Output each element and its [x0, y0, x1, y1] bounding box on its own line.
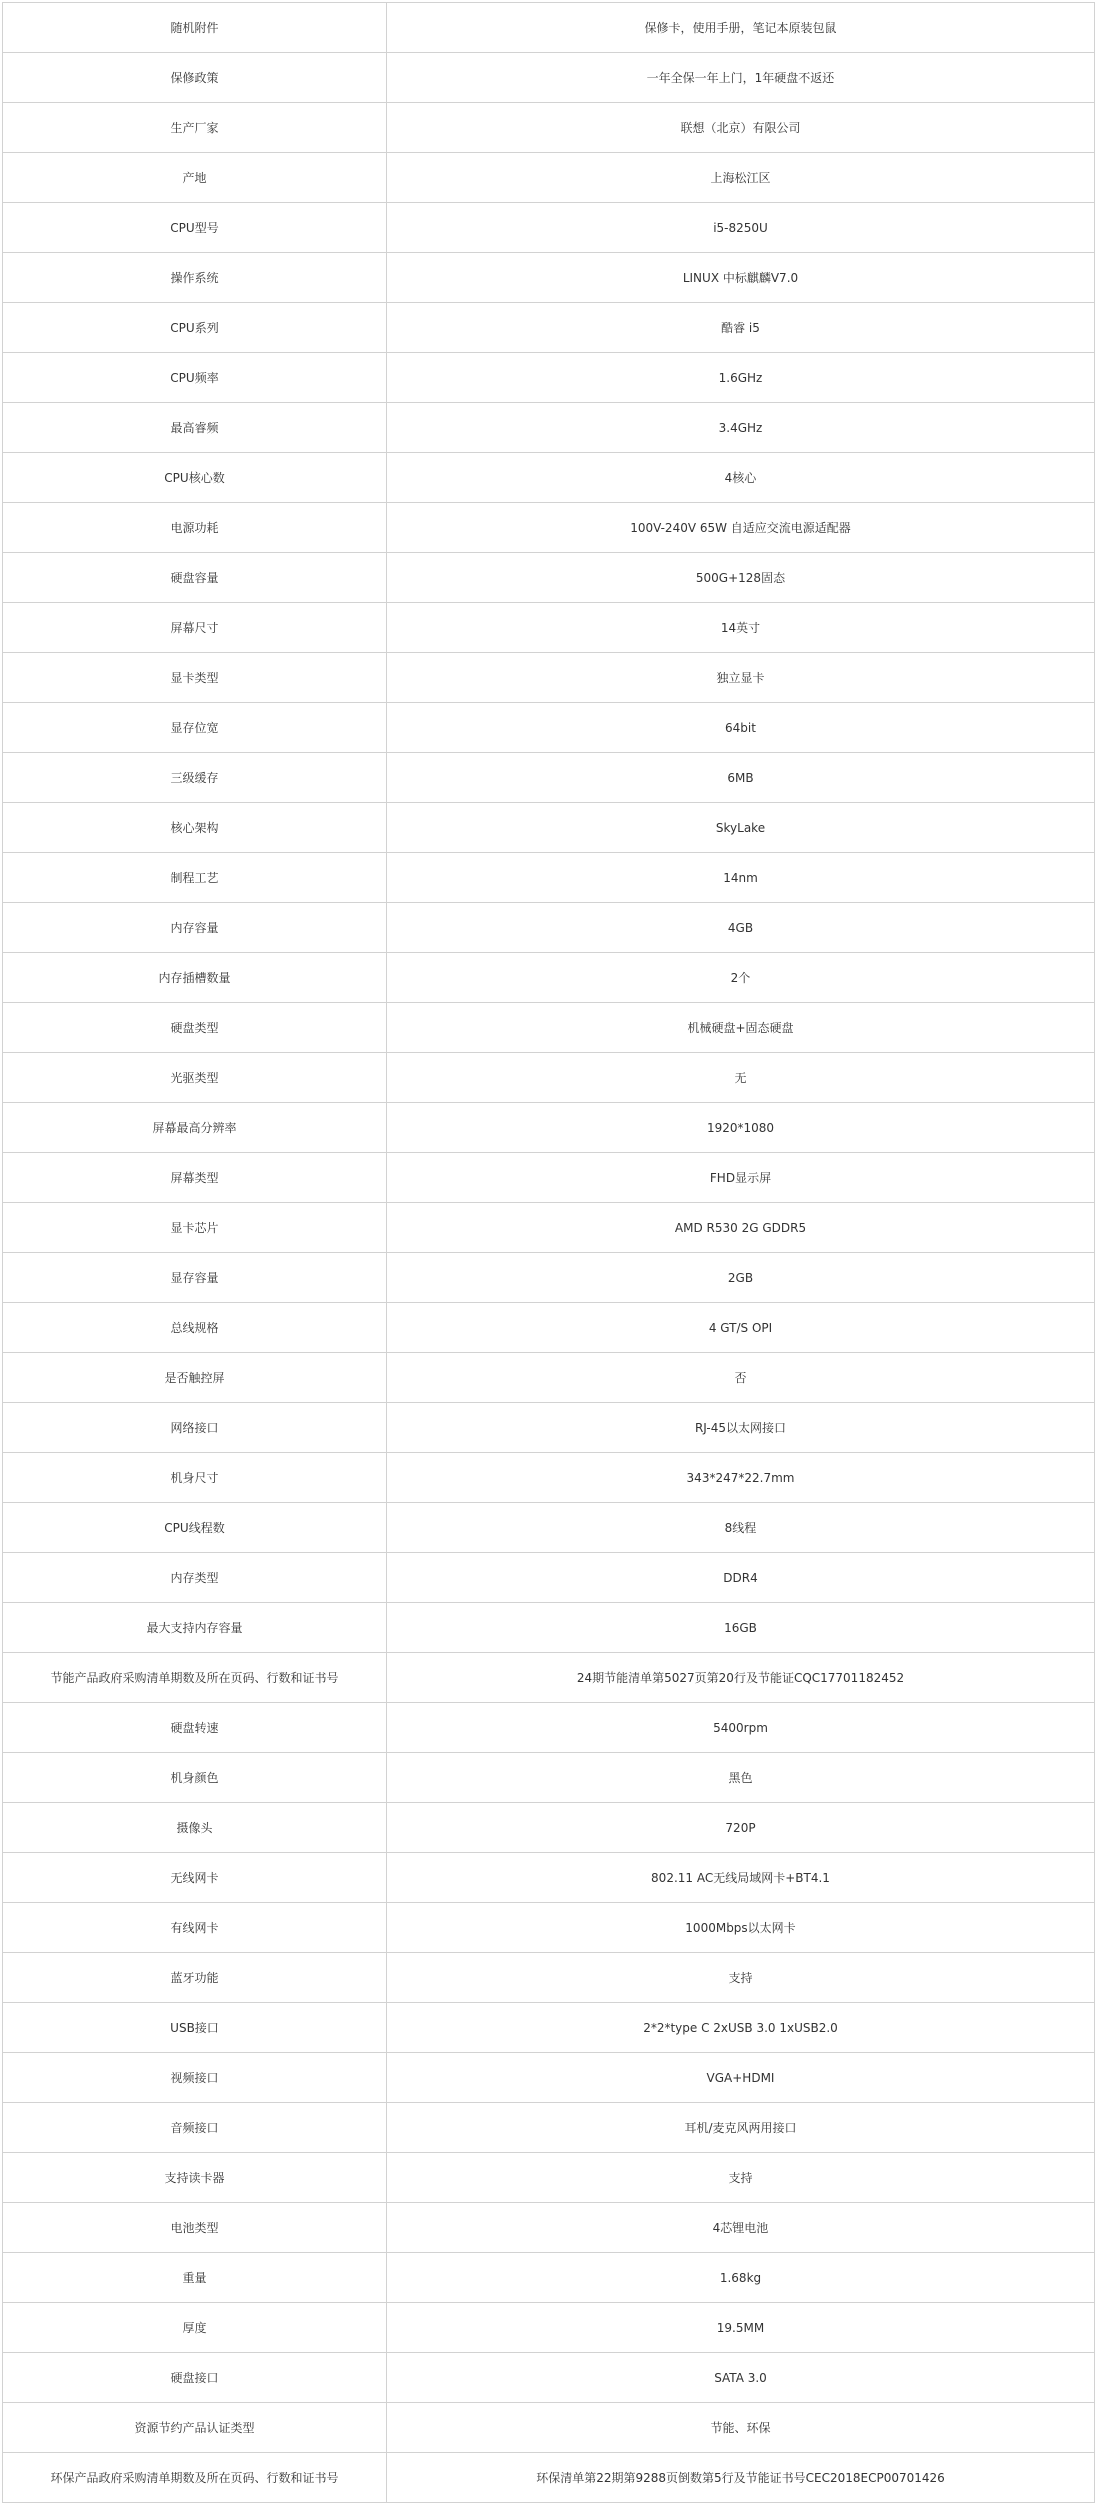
spec-row [3, 2153, 1095, 2203]
spec-value: 支持 [387, 1953, 1095, 2003]
spec-value: LINUX 中标麒麟V7.0 [387, 253, 1095, 303]
spec-row [3, 303, 1095, 353]
spec-row [3, 1353, 1095, 1403]
spec-value: 1920*1080 [387, 1103, 1095, 1153]
spec-label: 屏幕尺寸 [3, 603, 387, 653]
spec-row [3, 203, 1095, 253]
spec-row [3, 1653, 1095, 1703]
spec-value: 19.5MM [387, 2303, 1095, 2353]
spec-row [3, 2253, 1095, 2303]
spec-label: 节能产品政府采购清单期数及所在页码、行数和证书号 [3, 1653, 387, 1703]
spec-label: 环保产品政府采购清单期数及所在页码、行数和证书号 [3, 2453, 387, 2503]
spec-table-body [3, 3, 1095, 2503]
spec-value: 联想（北京）有限公司 [387, 103, 1095, 153]
spec-value: 14nm [387, 853, 1095, 903]
spec-row [3, 1503, 1095, 1553]
spec-row [3, 453, 1095, 503]
spec-label: 硬盘转速 [3, 1703, 387, 1753]
spec-row [3, 253, 1095, 303]
spec-label: 厚度 [3, 2303, 387, 2353]
spec-value: 343*247*22.7mm [387, 1453, 1095, 1503]
spec-label: 是否触控屏 [3, 1353, 387, 1403]
spec-value: 100V-240V 65W 自适应交流电源适配器 [387, 503, 1095, 553]
spec-value: 4 GT/S OPI [387, 1303, 1095, 1353]
spec-value: 环保清单第22期第9288页倒数第5行及节能证书号CEC2018ECP00701426 [387, 2453, 1095, 2503]
spec-label: 硬盘类型 [3, 1003, 387, 1053]
spec-row [3, 1053, 1095, 1103]
spec-row [3, 703, 1095, 753]
spec-label: 随机附件 [3, 3, 387, 53]
spec-row [3, 153, 1095, 203]
spec-label: 硬盘容量 [3, 553, 387, 603]
spec-label: 三级缓存 [3, 753, 387, 803]
spec-value: 24期节能清单第5027页第20行及节能证CQC17701182452 [387, 1653, 1095, 1703]
spec-value: 1.6GHz [387, 353, 1095, 403]
spec-value: 一年全保一年上门，1年硬盘不返还 [387, 53, 1095, 103]
spec-value: FHD显示屏 [387, 1153, 1095, 1203]
spec-label: CPU频率 [3, 353, 387, 403]
spec-value: 耳机/麦克风两用接口 [387, 2103, 1095, 2153]
spec-label: USB接口 [3, 2003, 387, 2053]
spec-row [3, 1003, 1095, 1053]
spec-label: 音频接口 [3, 2103, 387, 2153]
spec-label: 最高睿频 [3, 403, 387, 453]
spec-row [3, 1253, 1095, 1303]
spec-label: 支持读卡器 [3, 2153, 387, 2203]
spec-row [3, 803, 1095, 853]
spec-value: SkyLake [387, 803, 1095, 853]
spec-row [3, 1803, 1095, 1853]
spec-value: 支持 [387, 2153, 1095, 2203]
spec-value: 16GB [387, 1603, 1095, 1653]
spec-label: 核心架构 [3, 803, 387, 853]
spec-value: 2*2*type C 2xUSB 3.0 1xUSB2.0 [387, 2003, 1095, 2053]
spec-label: 光驱类型 [3, 1053, 387, 1103]
spec-row [3, 2453, 1095, 2503]
spec-row [3, 503, 1095, 553]
spec-label: 无线网卡 [3, 1853, 387, 1903]
spec-label: 内存插槽数量 [3, 953, 387, 1003]
spec-row [3, 1603, 1095, 1653]
spec-label: 蓝牙功能 [3, 1953, 387, 2003]
spec-label: CPU线程数 [3, 1503, 387, 1553]
spec-value: 节能、环保 [387, 2403, 1095, 2453]
spec-label: CPU系列 [3, 303, 387, 353]
spec-row [3, 53, 1095, 103]
spec-row [3, 903, 1095, 953]
spec-label: CPU核心数 [3, 453, 387, 503]
spec-table [2, 2, 1095, 2503]
spec-label: 机身颜色 [3, 1753, 387, 1803]
spec-label: 生产厂家 [3, 103, 387, 153]
spec-value: 独立显卡 [387, 653, 1095, 703]
spec-value: SATA 3.0 [387, 2353, 1095, 2403]
spec-label: 操作系统 [3, 253, 387, 303]
spec-value: VGA+HDMI [387, 2053, 1095, 2103]
spec-row [3, 2053, 1095, 2103]
spec-label: 重量 [3, 2253, 387, 2303]
spec-label: 电池类型 [3, 2203, 387, 2253]
spec-label: 屏幕最高分辨率 [3, 1103, 387, 1153]
spec-row [3, 2403, 1095, 2453]
spec-label: 总线规格 [3, 1303, 387, 1353]
spec-value: 保修卡，使用手册，笔记本原装包鼠 [387, 3, 1095, 53]
spec-row [3, 103, 1095, 153]
spec-row [3, 1703, 1095, 1753]
spec-label: 产地 [3, 153, 387, 203]
spec-row [3, 1553, 1095, 1603]
spec-value: 机械硬盘+固态硬盘 [387, 1003, 1095, 1053]
spec-value: 500G+128固态 [387, 553, 1095, 603]
spec-value: 否 [387, 1353, 1095, 1403]
spec-label: 显存位宽 [3, 703, 387, 753]
spec-row [3, 953, 1095, 1003]
spec-row [3, 1103, 1095, 1153]
spec-value: 3.4GHz [387, 403, 1095, 453]
spec-row [3, 2303, 1095, 2353]
spec-label: 显卡类型 [3, 653, 387, 703]
spec-value: 黑色 [387, 1753, 1095, 1803]
spec-value: 14英寸 [387, 603, 1095, 653]
spec-label: 制程工艺 [3, 853, 387, 903]
spec-label: CPU型号 [3, 203, 387, 253]
spec-value: 4核心 [387, 453, 1095, 503]
spec-value: 酷睿 i5 [387, 303, 1095, 353]
spec-row [3, 653, 1095, 703]
spec-label: 保修政策 [3, 53, 387, 103]
spec-label: 最大支持内存容量 [3, 1603, 387, 1653]
spec-label: 机身尺寸 [3, 1453, 387, 1503]
spec-value: RJ-45以太网接口 [387, 1403, 1095, 1453]
spec-label: 有线网卡 [3, 1903, 387, 1953]
spec-value: 5400rpm [387, 1703, 1095, 1753]
spec-row [3, 2003, 1095, 2053]
spec-value: 上海松江区 [387, 153, 1095, 203]
spec-value: 64bit [387, 703, 1095, 753]
spec-label: 屏幕类型 [3, 1153, 387, 1203]
spec-value: 720P [387, 1803, 1095, 1853]
spec-value: i5-8250U [387, 203, 1095, 253]
spec-row [3, 2103, 1095, 2153]
spec-row [3, 1853, 1095, 1903]
spec-label: 视频接口 [3, 2053, 387, 2103]
spec-row [3, 2353, 1095, 2403]
spec-value: 6MB [387, 753, 1095, 803]
spec-row [3, 403, 1095, 453]
spec-value: 8线程 [387, 1503, 1095, 1553]
spec-label: 显卡芯片 [3, 1203, 387, 1253]
spec-value: DDR4 [387, 1553, 1095, 1603]
spec-row [3, 1753, 1095, 1803]
spec-value: AMD R530 2G GDDR5 [387, 1203, 1095, 1253]
spec-label: 内存容量 [3, 903, 387, 953]
spec-value: 1.68kg [387, 2253, 1095, 2303]
spec-row [3, 353, 1095, 403]
spec-value: 2个 [387, 953, 1095, 1003]
spec-value: 1000Mbps以太网卡 [387, 1903, 1095, 1953]
spec-value: 2GB [387, 1253, 1095, 1303]
spec-label: 网络接口 [3, 1403, 387, 1453]
spec-row [3, 1953, 1095, 2003]
spec-row [3, 1203, 1095, 1253]
spec-row [3, 1303, 1095, 1353]
spec-row [3, 1403, 1095, 1453]
spec-label: 摄像头 [3, 1803, 387, 1853]
spec-row [3, 603, 1095, 653]
spec-value: 4芯锂电池 [387, 2203, 1095, 2253]
spec-label: 硬盘接口 [3, 2353, 387, 2403]
spec-label: 资源节约产品认证类型 [3, 2403, 387, 2453]
spec-row [3, 753, 1095, 803]
spec-row [3, 1903, 1095, 1953]
spec-row [3, 853, 1095, 903]
spec-label: 显存容量 [3, 1253, 387, 1303]
spec-label: 内存类型 [3, 1553, 387, 1603]
spec-row [3, 1453, 1095, 1503]
spec-row [3, 2203, 1095, 2253]
spec-value: 4GB [387, 903, 1095, 953]
spec-row [3, 553, 1095, 603]
spec-row [3, 3, 1095, 53]
spec-value: 无 [387, 1053, 1095, 1103]
spec-value: 802.11 AC无线局域网卡+BT4.1 [387, 1853, 1095, 1903]
spec-label: 电源功耗 [3, 503, 387, 553]
spec-row [3, 1153, 1095, 1203]
